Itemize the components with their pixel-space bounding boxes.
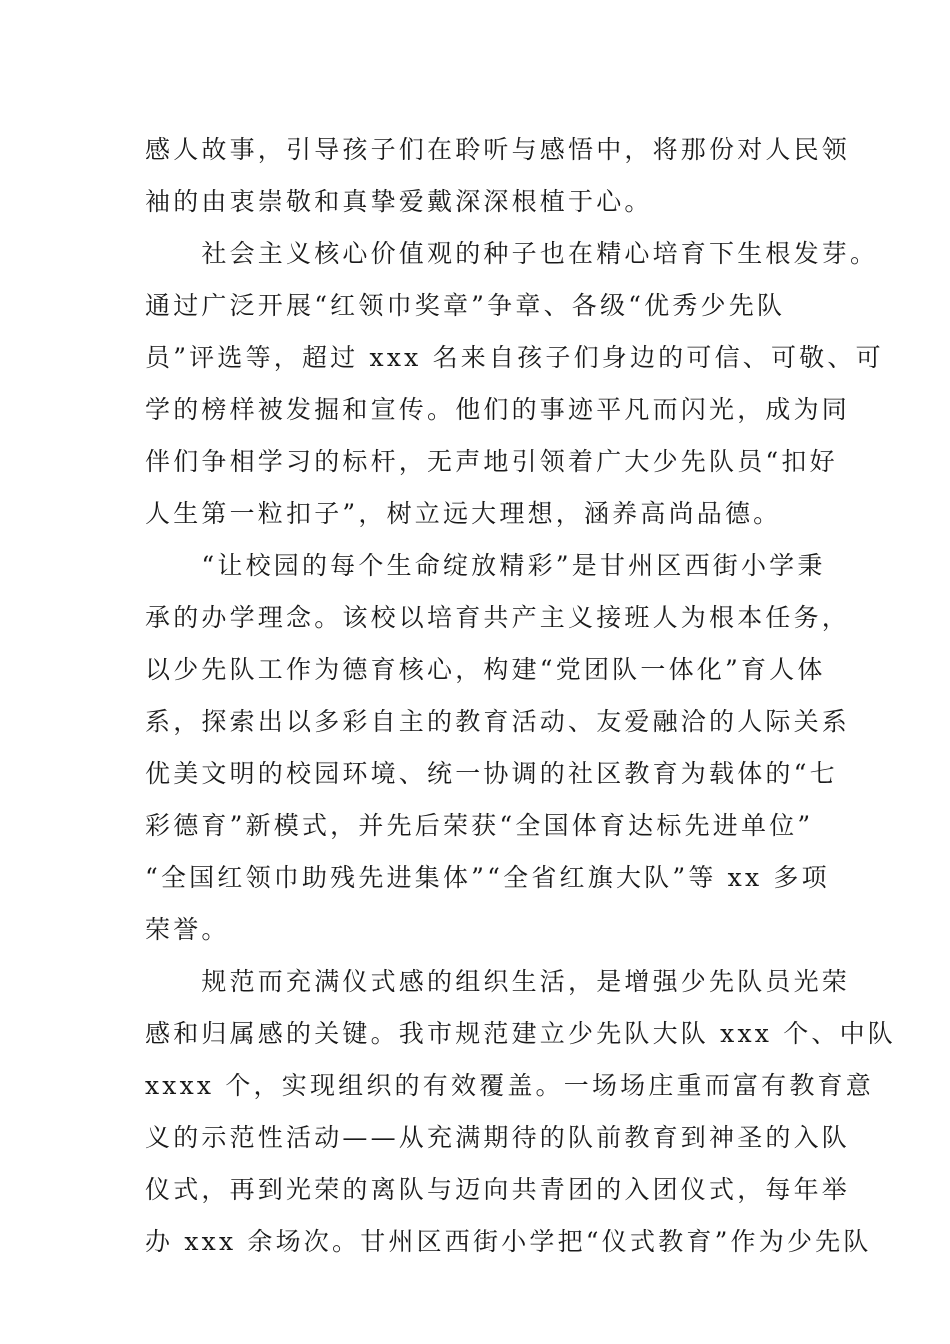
text-line: 承的办学理念。该校以培育共产主义接班人为根本任务， [145, 603, 851, 632]
text-line: 系，探索出以多彩自主的教育活动、友爱融洽的人际关系 [145, 707, 851, 736]
text-line: 以少先队工作为德育核心，构建“党团队一体化”育人体 [145, 655, 826, 684]
text-line: 员”评选等，超过 xxx 名来自孩子们身边的可信、可敬、可 [145, 343, 884, 372]
text-line: xxxx 个，实现组织的有效覆盖。一场场庄重而富有教育意 [145, 1071, 874, 1100]
text-line: 通过广泛开展“红领巾奖章”争章、各级“优秀少先队 [145, 291, 786, 320]
text-line: 社会主义核心价值观的种子也在精心培育下生根发芽。 [145, 239, 879, 268]
text-line: “全国红领巾助残先进集体”“全省红旗大队”等 xx 多项 [145, 863, 830, 892]
text-line: 感和归属感的关键。我市规范建立少先队大队 xxx 个、中队 [145, 1019, 896, 1048]
text-line: “让校园的每个生命绽放精彩”是甘州区西街小学秉 [145, 551, 826, 580]
text-line: 荣誉。 [145, 915, 230, 944]
text-line: 袖的由衷崇敬和真挚爱戴深深根植于心。 [145, 187, 653, 216]
text-line: 伴们争相学习的标杆，无声地引领着广大少先队员“扣好 [145, 447, 838, 476]
text-line: 彩德育”新模式，并先后荣获“全国体育达标先进单位” [145, 811, 814, 840]
text-line: 义的示范性活动——从充满期待的队前教育到神圣的入队 [145, 1123, 851, 1152]
text-line: 办 xxx 余场次。甘州区西街小学把“仪式教育”作为少先队 [145, 1227, 872, 1256]
text-line: 人生第一粒扣子”，树立远大理想，涵养高尚品德。 [145, 499, 782, 528]
text-line: 仪式，再到光荣的离队与迈向共青团的入团仪式，每年举 [145, 1175, 851, 1204]
document-body [145, 124, 896, 1268]
text-line: 学的榜样被发掘和宣传。他们的事迹平凡而闪光，成为同 [145, 395, 851, 424]
text-line: 感人故事，引导孩子们在聆听与感悟中，将那份对人民领 [145, 135, 851, 164]
text-line: 优美文明的校园环境、统一协调的社区教育为载体的“七 [145, 759, 838, 788]
text-line: 规范而充满仪式感的组织生活，是增强少先队员光荣 [145, 967, 851, 996]
